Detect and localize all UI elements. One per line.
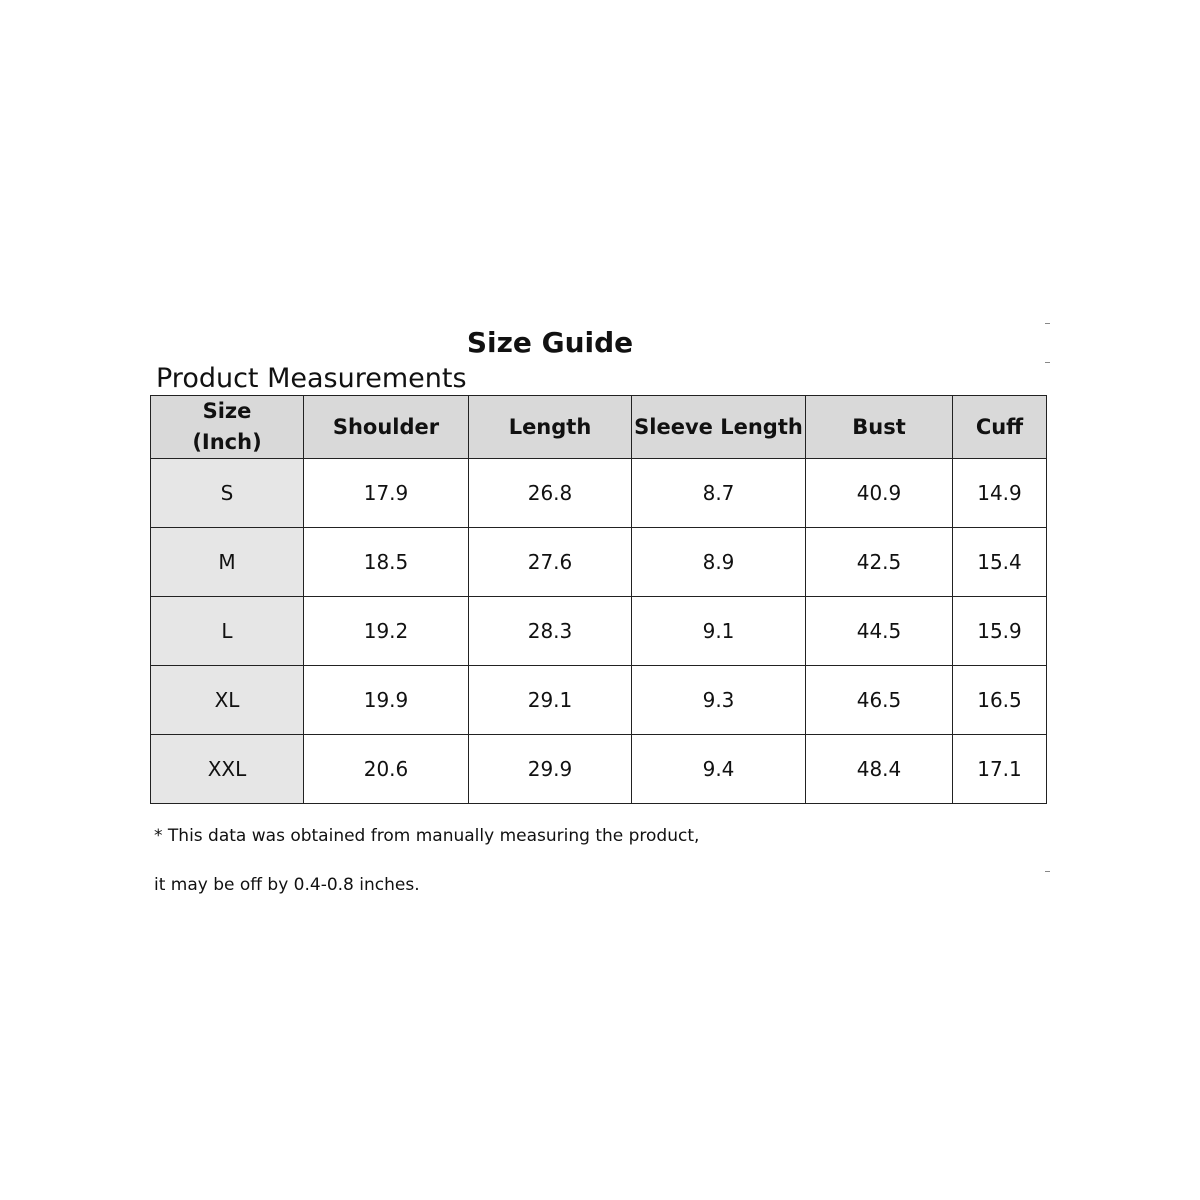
column-header-sleeve-length: Sleeve Length bbox=[632, 396, 806, 459]
sleeve-length-cell: 8.9 bbox=[632, 528, 806, 597]
cuff-cell: 17.1 bbox=[953, 735, 1047, 804]
page-title: Size Guide bbox=[466, 326, 634, 359]
table-row bbox=[151, 735, 1047, 804]
header-line: (Inch) bbox=[192, 430, 262, 454]
measurement-note-line-1: * This data was obtained from manually measuring the product, bbox=[154, 826, 700, 846]
cuff-cell: 14.9 bbox=[953, 459, 1047, 528]
size-cell: M bbox=[151, 528, 304, 597]
bust-cell: 48.4 bbox=[806, 735, 953, 804]
shoulder-cell: 18.5 bbox=[304, 528, 469, 597]
header-line: Size bbox=[202, 399, 252, 423]
cuff-cell: 16.5 bbox=[953, 666, 1047, 735]
size-cell: L bbox=[151, 597, 304, 666]
bust-cell: 42.5 bbox=[806, 528, 953, 597]
size-cell: XXL bbox=[151, 735, 304, 804]
sleeve-length-cell: 9.1 bbox=[632, 597, 806, 666]
bust-cell: 40.9 bbox=[806, 459, 953, 528]
column-header-length: Length bbox=[469, 396, 632, 459]
length-cell: 27.6 bbox=[469, 528, 632, 597]
edge-tick-mark bbox=[1045, 362, 1050, 363]
edge-tick-mark bbox=[1045, 871, 1050, 872]
section-subtitle: Product Measurements bbox=[156, 363, 467, 394]
table-header-row bbox=[151, 396, 1047, 459]
edge-tick-mark bbox=[1045, 323, 1050, 324]
shoulder-cell: 17.9 bbox=[304, 459, 469, 528]
table-row bbox=[151, 528, 1047, 597]
length-cell: 26.8 bbox=[469, 459, 632, 528]
size-table bbox=[150, 395, 1047, 804]
length-cell: 28.3 bbox=[469, 597, 632, 666]
table-row bbox=[151, 597, 1047, 666]
size-cell: S bbox=[151, 459, 304, 528]
shoulder-cell: 20.6 bbox=[304, 735, 469, 804]
column-header-shoulder: Shoulder bbox=[304, 396, 469, 459]
bust-cell: 44.5 bbox=[806, 597, 953, 666]
size-cell: XL bbox=[151, 666, 304, 735]
sleeve-length-cell: 9.3 bbox=[632, 666, 806, 735]
sleeve-length-cell: 8.7 bbox=[632, 459, 806, 528]
cuff-cell: 15.4 bbox=[953, 528, 1047, 597]
length-cell: 29.9 bbox=[469, 735, 632, 804]
column-header-bust: Bust bbox=[806, 396, 953, 459]
column-header-size bbox=[151, 396, 304, 459]
column-header-cuff: Cuff bbox=[953, 396, 1047, 459]
shoulder-cell: 19.9 bbox=[304, 666, 469, 735]
cuff-cell: 15.9 bbox=[953, 597, 1047, 666]
measurement-note-line-2: it may be off by 0.4-0.8 inches. bbox=[154, 875, 420, 895]
shoulder-cell: 19.2 bbox=[304, 597, 469, 666]
length-cell: 29.1 bbox=[469, 666, 632, 735]
sleeve-length-cell: 9.4 bbox=[632, 735, 806, 804]
table-row bbox=[151, 459, 1047, 528]
bust-cell: 46.5 bbox=[806, 666, 953, 735]
table-row bbox=[151, 666, 1047, 735]
